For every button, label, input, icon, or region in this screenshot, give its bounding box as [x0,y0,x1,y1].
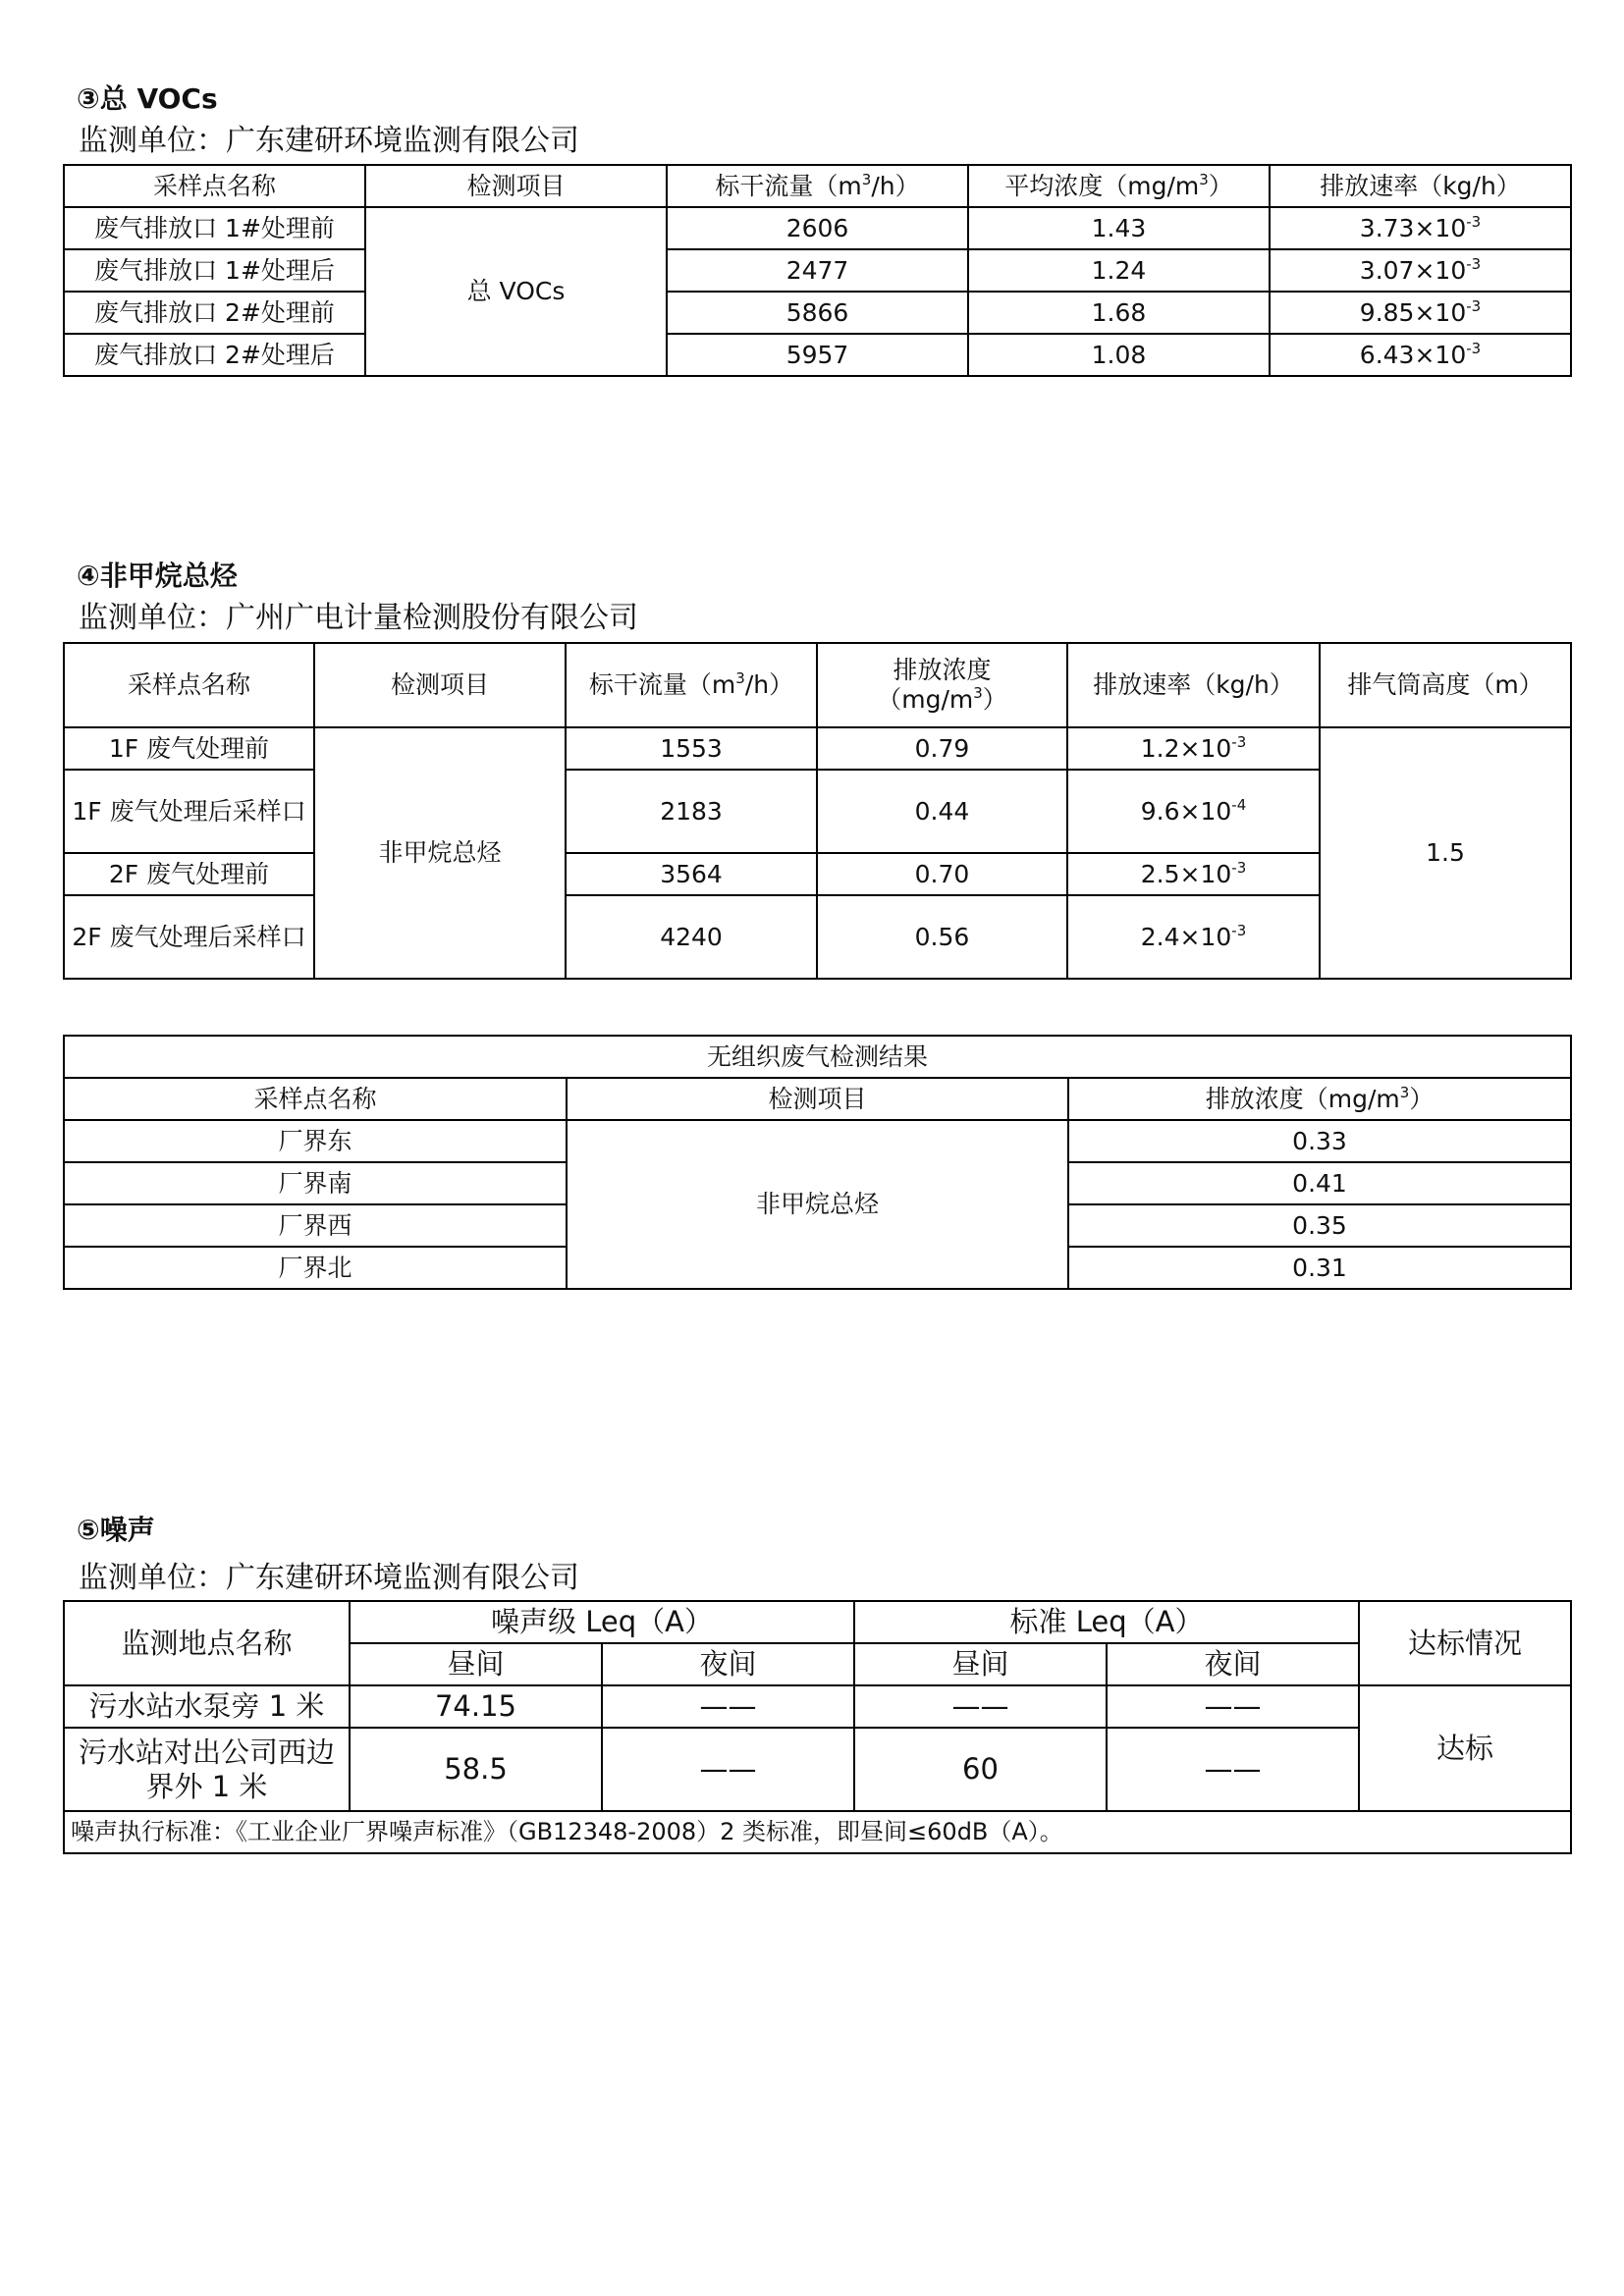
noise-note-row [64,1811,1571,1853]
noise-monitoring-unit: 监测单位：广东建研环境监测有限公司 [79,1561,579,1595]
noise-level-night: —— [602,1685,854,1728]
fugitive-point: 厂界西 [64,1204,567,1247]
noise-level-day: 58.5 [350,1728,602,1811]
fugitive-table-title: 无组织废气检测结果 [64,1036,1571,1078]
table-row [64,1728,1571,1811]
voc-rate: $9.85\times 10^{-3}$ [1270,292,1571,334]
nmhc-rate: $9.6\times 10^{-4}$ [1067,770,1320,853]
table-row [64,207,1571,249]
fugitive-conc: 0.35 [1068,1204,1571,1247]
voc-flow: 5957 [667,334,968,376]
nmhc-conc: 0.44 [817,770,1067,853]
table-row [64,334,1571,376]
noise-header-row [64,1601,1571,1643]
fugitive-header-point: 采样点名称 [64,1078,567,1120]
noise-status: 达标 [1359,1685,1571,1811]
table-row [64,292,1571,334]
voc-point: 废气排放口 1#处理后 [64,249,365,292]
nmhc-conc: 0.56 [817,895,1067,979]
fugitive-item: 非甲烷总烃 [567,1120,1068,1289]
fugitive-conc: 0.33 [1068,1120,1571,1162]
nmhc-conc: 0.70 [817,853,1067,895]
noise-header-std-day: 昼间 [854,1643,1107,1685]
voc-item: 总 VOCs [365,207,667,376]
nmhc-header-rate: 排放速率（kg/h） [1067,643,1320,727]
nmhc-point: 1F 废气处理后采样口 [64,770,314,853]
fugitive-point: 厂界南 [64,1162,567,1204]
noise-level-day: 74.15 [350,1685,602,1728]
nmhc-header-conc: 排放浓度 $(mg/m^3)$ [817,643,1067,727]
voc-rate: $3.07\times 10^{-3}$ [1270,249,1571,292]
voc-table [63,164,1572,377]
nmhc-flow: 3564 [566,853,817,895]
voc-rate: $6.43\times 10^{-3}$ [1270,334,1571,376]
noise-header-level-day: 昼间 [350,1643,602,1685]
nmhc-rate: $1.2\times 10^{-3}$ [1067,727,1320,770]
fugitive-title-row [64,1036,1571,1078]
voc-header-conc: 平均浓度$(mg/m^3)$ [968,165,1270,207]
voc-rate: $3.73\times 10^{-3}$ [1270,207,1571,249]
table-row [64,1685,1571,1728]
noise-location: 污水站对出公司西边界外 1 米 [64,1728,350,1811]
nmhc-monitoring-unit: 监测单位：广州广电计量检测股份有限公司 [79,601,638,635]
voc-header-item: 检测项目 [365,165,667,207]
noise-table [63,1600,1572,1854]
nmhc-header-point: 采样点名称 [64,643,314,727]
noise-std-day: —— [854,1685,1107,1728]
noise-section-title: ⑤噪声 [77,1514,155,1546]
fugitive-point: 厂界北 [64,1247,567,1289]
voc-point: 废气排放口 2#处理后 [64,334,365,376]
noise-std-day: 60 [854,1728,1107,1811]
nmhc-flow: 2183 [566,770,817,853]
voc-flow: 5866 [667,292,968,334]
voc-point: 废气排放口 2#处理前 [64,292,365,334]
noise-level-night: —— [602,1728,854,1811]
nmhc-point: 1F 废气处理前 [64,727,314,770]
fugitive-header-row [64,1078,1571,1120]
nmhc-header-height: 排气筒高度（m） [1320,643,1571,727]
nmhc-rate: $2.4\times 10^{-3}$ [1067,895,1320,979]
noise-header-level-night: 夜间 [602,1643,854,1685]
fugitive-conc: 0.41 [1068,1162,1571,1204]
voc-header-rate: 排放速率（kg/h） [1270,165,1571,207]
noise-std-night: —— [1107,1728,1359,1811]
nmhc-header-row [64,643,1571,727]
nmhc-flow: 4240 [566,895,817,979]
voc-flow: 2606 [667,207,968,249]
voc-conc: 1.24 [968,249,1270,292]
fugitive-table [63,1035,1572,1290]
voc-section-title: ③总 VOCs [77,82,218,115]
voc-monitoring-unit: 监测单位：广东建研环境监测有限公司 [79,124,579,158]
nmhc-table [63,642,1572,980]
nmhc-conc: 0.79 [817,727,1067,770]
nmhc-item: 非甲烷总烃 [314,727,566,979]
fugitive-conc: 0.31 [1068,1247,1571,1289]
noise-std-night: —— [1107,1685,1359,1728]
table-row [64,249,1571,292]
table-row [64,727,1571,770]
nmhc-stack-height: 1.5 [1320,727,1571,979]
nmhc-header-item: 检测项目 [314,643,566,727]
noise-header-status: 达标情况 [1359,1601,1571,1685]
voc-header-row [64,165,1571,207]
voc-header-point: 采样点名称 [64,165,365,207]
noise-header-std-night: 夜间 [1107,1643,1359,1685]
fugitive-point: 厂界东 [64,1120,567,1162]
fugitive-header-item: 检测项目 [567,1078,1068,1120]
fugitive-header-conc: 排放浓度$(mg/m^3)$ [1068,1078,1571,1120]
voc-header-flow: 标干流量$(m^3/h)$ [667,165,968,207]
noise-location: 污水站水泵旁 1 米 [64,1685,350,1728]
voc-flow: 2477 [667,249,968,292]
nmhc-header-flow: 标干流量$(m^3/h)$ [566,643,817,727]
nmhc-rate: $2.5\times 10^{-3}$ [1067,853,1320,895]
voc-conc: 1.68 [968,292,1270,334]
noise-header-level: 噪声级 Leq（A） [350,1601,854,1643]
nmhc-section-title: ④非甲烷总烃 [77,560,238,592]
voc-conc: 1.43 [968,207,1270,249]
noise-header-location: 监测地点名称 [64,1601,350,1685]
voc-conc: 1.08 [968,334,1270,376]
nmhc-point: 2F 废气处理前 [64,853,314,895]
noise-note: 噪声执行标准：《工业企业厂界噪声标准》（GB12348-2008）2 类标准，即昼间≤60dB（A）。 [64,1811,1571,1853]
noise-header-standard: 标准 Leq（A） [854,1601,1359,1643]
nmhc-point: 2F 废气处理后采样口 [64,895,314,979]
table-row [64,1120,1571,1162]
voc-point: 废气排放口 1#处理前 [64,207,365,249]
nmhc-flow: 1553 [566,727,817,770]
